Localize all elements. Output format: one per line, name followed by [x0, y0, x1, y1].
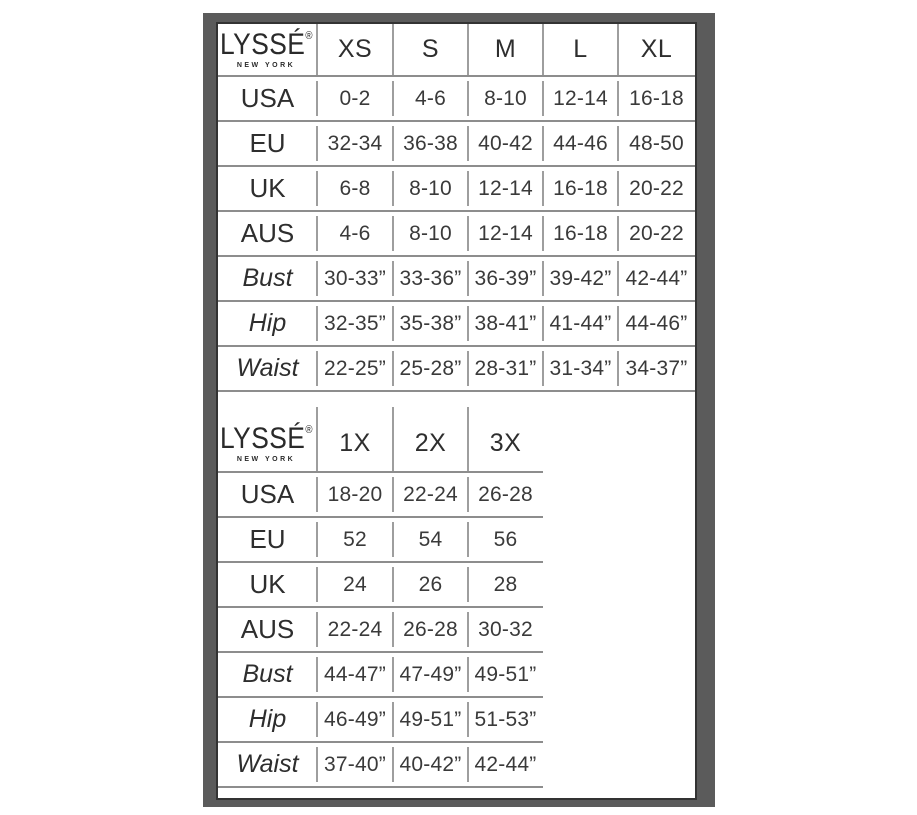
size-value: 37-40”: [317, 743, 393, 786]
row-label: Waist: [236, 750, 299, 778]
row-label: EU: [249, 524, 286, 554]
size-value: 8-10: [393, 212, 468, 255]
size-value: 28: [468, 563, 543, 606]
row-label: USA: [240, 83, 295, 113]
brand-name: LYSSÉ: [220, 28, 306, 61]
size-value: 31-34”: [543, 347, 618, 390]
size-value: 33-36”: [393, 257, 468, 300]
size-value: 42-44”: [618, 257, 695, 300]
registered-trademark-icon: ®: [305, 423, 313, 436]
size-value: 16-18: [618, 77, 695, 120]
size-value: 26-28: [468, 473, 543, 516]
size-column-header: 3X: [468, 415, 543, 471]
size-value: 22-24: [317, 608, 393, 651]
row-label: AUS: [240, 614, 295, 644]
size-value: 6-8: [317, 167, 393, 210]
row-label: UK: [249, 173, 286, 203]
size-value: 42-44”: [468, 743, 543, 786]
table-row-eu: [218, 518, 543, 563]
size-value: 22-24: [393, 473, 468, 516]
standard-size-table: [218, 24, 695, 392]
table-row-aus: [218, 212, 695, 257]
size-value: 36-39”: [468, 257, 543, 300]
size-column-header: 1X: [317, 415, 393, 471]
header-row: [218, 415, 543, 473]
size-column-header: S: [393, 24, 468, 75]
size-value: 52: [317, 518, 393, 561]
size-value: 16-18: [543, 167, 618, 210]
size-value: 54: [393, 518, 468, 561]
table-row-hip: [218, 698, 543, 743]
size-value: 4-6: [393, 77, 468, 120]
row-label: Bust: [242, 660, 293, 688]
row-label: EU: [249, 128, 286, 158]
table-row-bust: [218, 257, 695, 302]
table-row-uk: [218, 563, 543, 608]
size-chart-image: [216, 22, 697, 800]
size-value: 46-49”: [317, 698, 393, 741]
brand-logotype: [220, 421, 313, 455]
row-label: UK: [249, 569, 286, 599]
size-value: 40-42”: [393, 743, 468, 786]
row-label: USA: [240, 479, 295, 509]
size-value: 25-28”: [393, 347, 468, 390]
plus-size-table: [218, 415, 695, 788]
table-row-aus: [218, 608, 543, 653]
size-value: 20-22: [618, 167, 695, 210]
size-value: 32-35”: [317, 302, 393, 345]
size-value: 12-14: [468, 212, 543, 255]
brand-tagline: NEW YORK: [236, 62, 296, 69]
row-label: AUS: [240, 218, 295, 248]
row-label: Hip: [248, 309, 287, 337]
table-row-hip: [218, 302, 695, 347]
size-value: 48-50: [618, 122, 695, 165]
size-value: 18-20: [317, 473, 393, 516]
size-column-header: 2X: [393, 415, 468, 471]
size-value: 30-33”: [317, 257, 393, 300]
size-value: 30-32: [468, 608, 543, 651]
size-value: 0-2: [317, 77, 393, 120]
size-column-header: M: [468, 24, 543, 75]
size-value: 36-38: [393, 122, 468, 165]
size-value: 44-46”: [618, 302, 695, 345]
table-row-bust: [218, 653, 543, 698]
table-row-usa: [218, 77, 695, 122]
size-value: 20-22: [618, 212, 695, 255]
size-column-header: XL: [618, 24, 695, 75]
brand-logotype: [220, 30, 313, 60]
table-row-waist: [218, 743, 543, 788]
size-value: 8-10: [393, 167, 468, 210]
registered-trademark-icon: ®: [305, 30, 313, 42]
size-value: 44-46: [543, 122, 618, 165]
table-row-eu: [218, 122, 695, 167]
size-value: 47-49”: [393, 653, 468, 696]
header-row: [218, 24, 695, 77]
size-value: 12-14: [543, 77, 618, 120]
brand-name: LYSSÉ: [220, 421, 306, 455]
size-value: 40-42: [468, 122, 543, 165]
size-value: 38-41”: [468, 302, 543, 345]
size-column-header: L: [543, 24, 618, 75]
size-value: 34-37”: [618, 347, 695, 390]
size-column-header: XS: [317, 24, 393, 75]
size-value: 56: [468, 518, 543, 561]
size-value: 49-51”: [393, 698, 468, 741]
brand-tagline: NEW YORK: [236, 455, 296, 463]
size-value: 22-25”: [317, 347, 393, 390]
size-chart-frame: [203, 13, 715, 807]
size-value: 16-18: [543, 212, 618, 255]
table-row-uk: [218, 167, 695, 212]
size-value: 41-44”: [543, 302, 618, 345]
brand-logo-cell: [218, 24, 317, 75]
row-label: Bust: [242, 264, 293, 292]
table-row-waist: [218, 347, 695, 392]
row-label: Waist: [236, 354, 299, 382]
size-value: 49-51”: [468, 653, 543, 696]
size-value: 35-38”: [393, 302, 468, 345]
size-value: 8-10: [468, 77, 543, 120]
size-value: 24: [317, 563, 393, 606]
size-value: 51-53”: [468, 698, 543, 741]
table-row-usa: [218, 473, 543, 518]
size-value: 32-34: [317, 122, 393, 165]
size-value: 28-31”: [468, 347, 543, 390]
size-value: 12-14: [468, 167, 543, 210]
size-value: 44-47”: [317, 653, 393, 696]
size-value: 4-6: [317, 212, 393, 255]
size-value: 39-42”: [543, 257, 618, 300]
size-value: 26: [393, 563, 468, 606]
row-label: Hip: [248, 705, 287, 733]
size-value: 26-28: [393, 608, 468, 651]
brand-logo-cell: [218, 415, 317, 471]
